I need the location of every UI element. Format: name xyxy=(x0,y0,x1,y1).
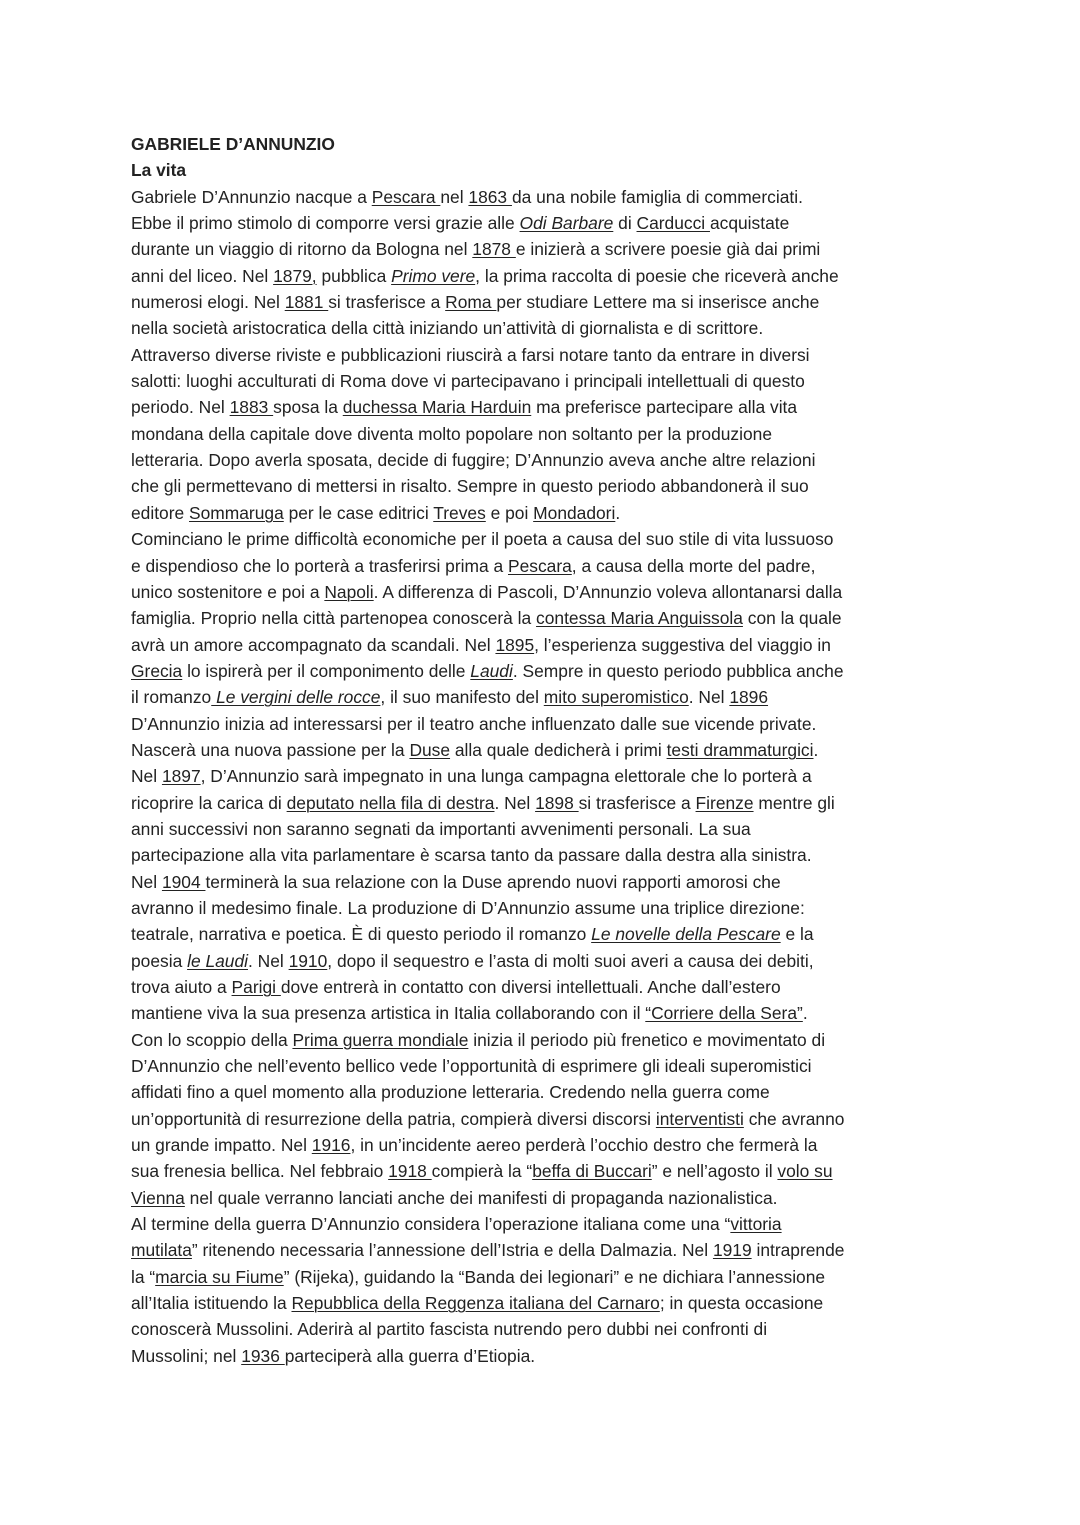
text-run: per le case editrici xyxy=(283,502,434,523)
text-line xyxy=(131,473,961,499)
underlined-term: mito superomistico xyxy=(543,687,689,708)
text-run: dove entrerà in contatto con diversi intellettuali. Anche dall’estero xyxy=(280,977,781,997)
text-line xyxy=(131,1053,961,1079)
underlined-term: Grecia xyxy=(131,660,183,681)
underlined-term: duchessa Maria Harduin xyxy=(342,397,532,418)
text-run: , in un’incidente aereo perderà l’occhio destro che fermerà la xyxy=(350,1135,818,1156)
underlined-term: 1879, xyxy=(273,265,317,286)
text-run: Cominciano le prime difficoltà economiche per il poeta a causa del suo stile di vita lussuoso xyxy=(131,529,834,550)
text-run: . xyxy=(813,739,819,760)
text-run: per studiare Lettere ma si inserisce anche xyxy=(496,292,820,313)
text-run: Al termine della guerra D’Annunzio considera l’operazione italiana come una “ xyxy=(131,1214,731,1235)
underlined-term: 1919 xyxy=(712,1240,752,1261)
text-run: durante un viaggio di ritorno da Bologna nel xyxy=(131,239,473,260)
text-run: e inizierà a scrivere poesie già dai primi xyxy=(515,239,821,260)
text-run: ” ritenendo necessaria l’annessione dell’Istria e della Dalmazia. Nel xyxy=(191,1240,713,1261)
underlined-term: vittoria xyxy=(730,1214,782,1235)
text-run: il romanzo xyxy=(131,687,212,708)
text-run: ricoprire la carica di xyxy=(131,792,287,813)
text-run: pubblica xyxy=(316,265,392,286)
text-run: Mussolini; nel xyxy=(131,1345,242,1366)
underlined-term: Sommaruga xyxy=(189,502,284,523)
underlined-term: Pescara xyxy=(507,555,572,576)
text-line xyxy=(131,1106,961,1132)
underlined-term: Prima guerra mondiale xyxy=(292,1029,469,1050)
text-run: numerosi elogi. Nel xyxy=(131,292,285,313)
text-run: nel quale verranno lanciati anche dei manifesti di propaganda nazionalistica. xyxy=(184,1187,778,1208)
text-run: . xyxy=(802,1003,808,1024)
text-run: , a causa della morte del padre, xyxy=(571,555,816,576)
text-run: . xyxy=(615,502,621,523)
text-run: inizia il periodo più frenetico e movimentato di xyxy=(468,1029,826,1050)
text-run: editore xyxy=(131,502,190,523)
underlined-term: Roma xyxy=(445,292,497,313)
text-run: alla quale dedicherà i primi xyxy=(450,739,667,760)
underlined-term: marcia su Fiume xyxy=(155,1266,284,1287)
text-run: sua frenesia bellica. Nel febbraio xyxy=(131,1161,389,1182)
document-page xyxy=(131,131,961,1369)
text-run: con la quale xyxy=(742,608,842,629)
text-line xyxy=(131,1343,961,1369)
text-line xyxy=(131,1290,961,1316)
underlined-term: 1916 xyxy=(311,1135,351,1156)
underlined-term: le Laudi xyxy=(187,950,248,971)
text-run: , dopo il sequestro e l’asta di molti suoi averi a causa dei debiti, xyxy=(327,950,814,971)
underlined-term: Firenze xyxy=(695,792,754,813)
text-line xyxy=(131,447,961,473)
text-line xyxy=(131,342,961,368)
text-run: partecipazione alla vita parlamentare è scarsa tanto da passare dalla destra alla sinistra. xyxy=(131,845,812,866)
underlined-term: Odi Barbare xyxy=(519,213,614,234)
text-run: , la prima raccolta di poesie che riceverà anche xyxy=(475,265,839,286)
text-run: ” e nell’agosto il xyxy=(651,1161,778,1182)
text-line xyxy=(131,1316,961,1342)
text-line xyxy=(131,737,961,763)
text-line xyxy=(131,1027,961,1053)
underlined-term: 1881 xyxy=(284,292,329,313)
text-run: . A differenza di Pascoli, D’Annunzio voleva allontanarsi dalla xyxy=(373,581,843,602)
text-run: si trasferisce a xyxy=(578,792,696,813)
text-run: poesia xyxy=(131,950,188,971)
underlined-term: “Corriere della Sera” xyxy=(645,1003,803,1024)
text-line xyxy=(131,658,961,684)
text-run: letteraria. Dopo averla sposata, decide di fuggire; D’Annunzio aveva anche altre relazioni xyxy=(131,450,816,471)
text-run: che avranno xyxy=(743,1108,845,1129)
text-run: compierà la “ xyxy=(431,1161,533,1182)
text-run: Con lo scoppio della xyxy=(131,1029,293,1050)
text-run: sposa la xyxy=(273,397,343,418)
text-run: nella società aristocratica della città iniziando un’attività di giornalista e di scrittore. xyxy=(131,318,764,339)
text-line xyxy=(131,842,961,868)
underlined-term: volo su xyxy=(777,1161,833,1182)
text-run: periodo. Nel xyxy=(131,397,230,418)
text-run: , il suo manifesto del xyxy=(380,687,544,708)
underlined-term: 1936 xyxy=(241,1345,285,1366)
text-run: si trasferisce a xyxy=(328,292,446,313)
text-line xyxy=(131,1132,961,1158)
underlined-term: Mondadori xyxy=(533,502,616,523)
text-run: mentre gli xyxy=(753,792,835,813)
text-run: salotti: luoghi acculturati di Roma dove vi partecipavano i principali intellettuali di questo xyxy=(131,371,805,392)
text-run: Attraverso diverse riviste e pubblicazioni riuscirà a farsi notare tanto da entrare in diversi xyxy=(131,344,810,365)
text-line xyxy=(131,184,961,210)
text-run: un’opportunità di resurrezione della patria, compierà diversi discorsi xyxy=(131,1108,656,1129)
text-run: e poi xyxy=(485,502,534,523)
underlined-term: 1878 xyxy=(472,239,516,260)
text-run: anni del liceo. Nel xyxy=(131,265,274,286)
underlined-term: 1896 xyxy=(729,687,769,708)
underlined-term: Le novelle della Pescare xyxy=(591,924,781,945)
text-line xyxy=(131,1079,961,1105)
text-run: la “ xyxy=(131,1266,156,1287)
underlined-term: Primo vere xyxy=(391,265,476,286)
text-run: D’Annunzio che nell’evento bellico vede l’opportunità di esprimere gli ideali superomistici xyxy=(131,1056,812,1077)
underlined-term: deputato nella fila di destra xyxy=(286,792,495,813)
body-text xyxy=(131,184,961,1369)
text-line xyxy=(131,869,961,895)
text-run: parteciperà alla guerra d’Etiopia. xyxy=(284,1345,536,1366)
text-run: da una nobile famiglia di commerciati. xyxy=(511,186,803,207)
text-line xyxy=(131,236,961,262)
text-run: all’Italia istituendo la xyxy=(131,1293,292,1314)
underlined-term: 1883 xyxy=(229,397,274,418)
underlined-term: Repubblica della Reggenza italiana del Carnaro xyxy=(291,1293,660,1314)
text-run: , l’esperienza suggestiva del viaggio in xyxy=(534,634,831,655)
text-run: Nel xyxy=(131,871,162,892)
text-run: intraprende xyxy=(751,1240,845,1261)
underlined-term: 1904 xyxy=(161,871,206,892)
text-run: D’Annunzio inizia ad interessarsi per il teatro anche influenzato dalle sue vicende private. xyxy=(131,713,817,734)
text-line xyxy=(131,210,961,236)
text-run: lo ispirerà per il componimento delle xyxy=(182,660,471,681)
text-run: Nel xyxy=(131,766,162,787)
text-run: trova aiuto a xyxy=(131,977,232,997)
underlined-term: 1918 xyxy=(388,1161,432,1182)
text-line xyxy=(131,1237,961,1263)
text-line xyxy=(131,553,961,579)
underlined-term: Laudi xyxy=(470,660,513,681)
underlined-term: Parigi xyxy=(231,977,281,997)
text-line xyxy=(131,921,961,947)
text-line xyxy=(131,263,961,289)
text-line xyxy=(131,1000,961,1026)
underlined-term: Le vergini delle rocce xyxy=(211,687,381,708)
text-line xyxy=(131,1264,961,1290)
text-run: nel xyxy=(440,186,469,207)
text-run: ” (Rijeka), guidando la “Banda dei legionari” e ne dichiara l’annessione xyxy=(283,1266,826,1287)
text-line xyxy=(131,1211,961,1237)
text-run: . Nel xyxy=(688,687,730,708)
text-line xyxy=(131,289,961,315)
underlined-term: Carducci xyxy=(636,213,710,234)
text-line xyxy=(131,632,961,658)
text-line xyxy=(131,368,961,394)
text-line xyxy=(131,1158,961,1184)
underlined-term: Treves xyxy=(433,502,486,523)
text-line xyxy=(131,895,961,921)
underlined-term: 1863 xyxy=(468,186,512,207)
underlined-term: Duse xyxy=(409,739,451,760)
text-run: famiglia. Proprio nella città partenopea conoscerà la xyxy=(131,608,537,629)
text-run: unico sostenitore e poi a xyxy=(131,581,325,602)
underlined-term: interventisti xyxy=(655,1108,744,1129)
text-line xyxy=(131,948,961,974)
text-run: mantiene viva la sua presenza artistica in Italia collaborando con il xyxy=(131,1003,646,1024)
text-line xyxy=(131,605,961,631)
text-line xyxy=(131,711,961,737)
underlined-term: Pescara xyxy=(371,186,441,207)
text-line xyxy=(131,816,961,842)
underlined-term: mutilata xyxy=(131,1240,192,1261)
text-line xyxy=(131,394,961,420)
text-run: Gabriele D’Annunzio nacque a xyxy=(131,186,372,207)
text-line xyxy=(131,790,961,816)
text-line xyxy=(131,974,961,1000)
text-run: ; in questa occasione xyxy=(659,1293,824,1314)
document-title: GABRIELE D’ANNUNZIO xyxy=(131,134,335,154)
underlined-term: 1898 xyxy=(535,792,579,813)
text-run: e la xyxy=(780,924,814,945)
underlined-term: 1910 xyxy=(288,950,328,971)
text-line xyxy=(131,684,961,710)
underlined-term: 1897 xyxy=(161,766,201,787)
underlined-term: Vienna xyxy=(131,1187,185,1208)
underlined-term: testi drammaturgici xyxy=(666,739,814,760)
text-run: Nascerà una nuova passione per la xyxy=(131,739,410,760)
text-run: di xyxy=(613,213,637,234)
underlined-term: 1895 xyxy=(495,634,535,655)
text-run: mondana della capitale dove diventa molto popolare non soltanto per la produzione xyxy=(131,423,772,444)
text-line xyxy=(131,579,961,605)
text-run: terminerà la sua relazione con la Duse aprendo nuovi rapporti amorosi che xyxy=(205,871,781,892)
text-run: e dispendioso che lo porterà a trasferirsi prima a xyxy=(131,555,508,576)
text-run: . Nel xyxy=(494,792,536,813)
text-run: avrà un amore accompagnato da scandali. Nel xyxy=(131,634,496,655)
section-heading: La vita xyxy=(131,160,187,181)
text-run: . Sempre in questo periodo pubblica anche xyxy=(512,660,844,681)
text-run: . Nel xyxy=(248,950,289,971)
text-line xyxy=(131,421,961,447)
text-run: affidati fino a quel momento alla produzione letteraria. Credendo nella guerra come xyxy=(131,1082,770,1103)
underlined-term: contessa Maria Anguissola xyxy=(536,608,743,629)
text-line xyxy=(131,500,961,526)
text-run: , D’Annunzio sarà impegnato in una lunga campagna elettorale che lo porterà a xyxy=(200,766,812,787)
text-run: acquistate xyxy=(709,213,790,234)
text-run: che gli permettevano di mettersi in risalto. Sempre in questo periodo abbandonerà il suo xyxy=(131,476,809,497)
text-run: conoscerà Mussolini. Aderirà al partito fascista nutrendo pero dubbi nei confronti di xyxy=(131,1319,768,1340)
text-line xyxy=(131,526,961,552)
text-run: Ebbe il primo stimolo di comporre versi grazie alle xyxy=(131,213,520,234)
underlined-term: Napoli xyxy=(324,581,374,602)
text-run: avranno il medesimo finale. La produzione di D’Annunzio assume una triplice direzione: xyxy=(131,897,805,918)
underlined-term: beffa di Buccari xyxy=(532,1161,652,1182)
text-run: un grande impatto. Nel xyxy=(131,1135,312,1156)
text-line xyxy=(131,1185,961,1211)
text-run: anni successivi non saranno segnati da importanti avvenimenti personali. La sua xyxy=(131,818,751,839)
text-line xyxy=(131,763,961,789)
text-run: teatrale, narrativa e poetica. È di questo periodo il romanzo xyxy=(131,924,592,945)
text-line xyxy=(131,315,961,341)
text-run: ma preferisce partecipare alla vita xyxy=(531,397,798,418)
